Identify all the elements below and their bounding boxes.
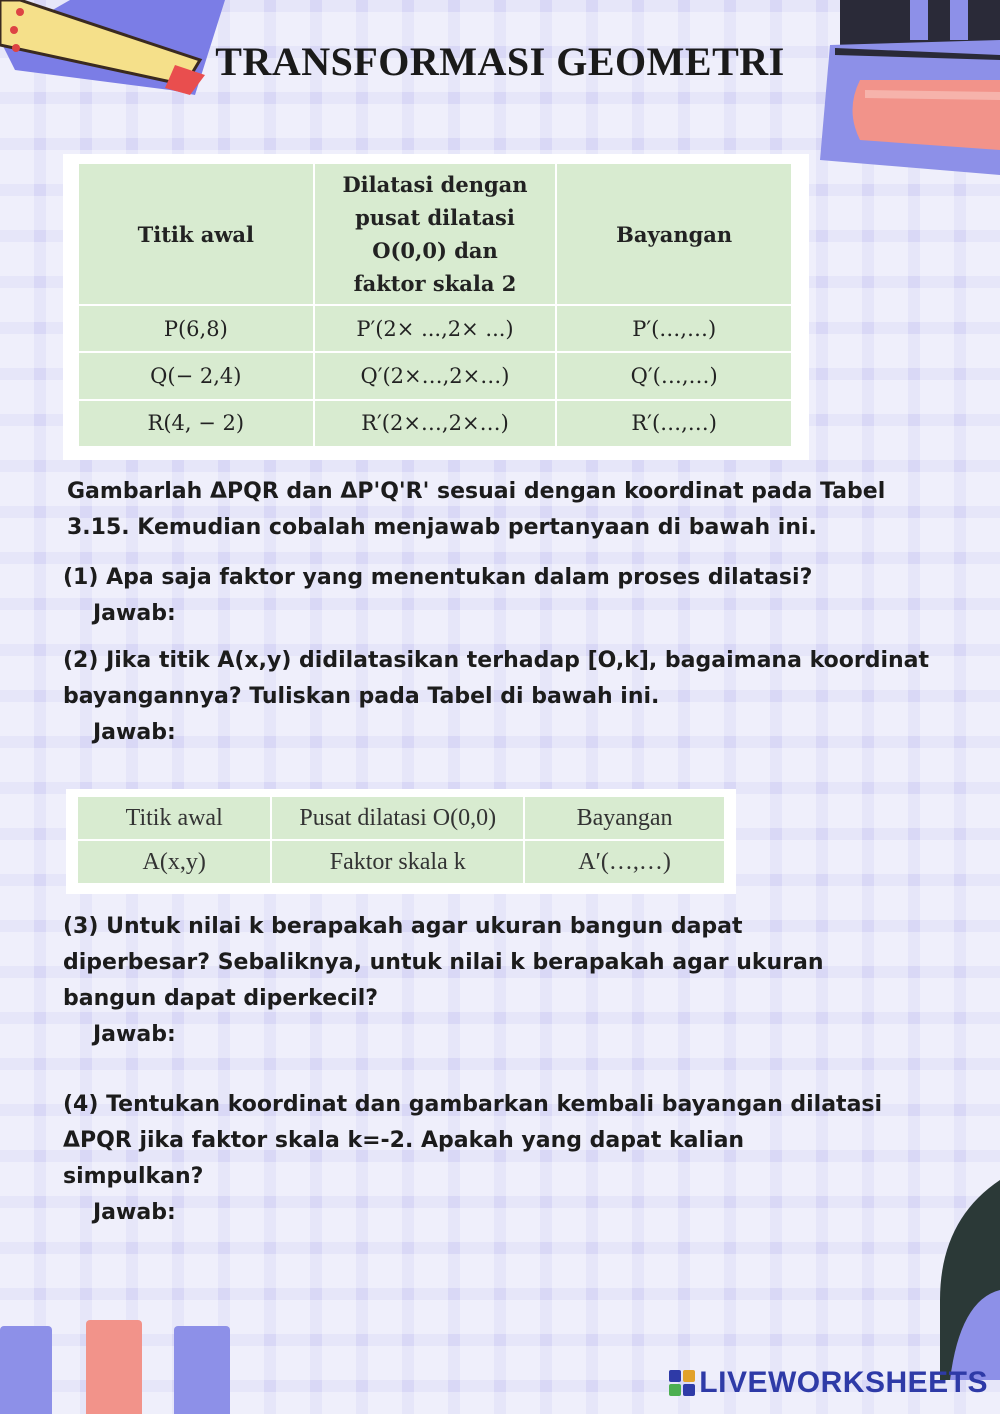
page-title: TRANSFORMASI GEOMETRI <box>215 39 785 84</box>
table2-cell: A(x,y) <box>77 840 271 884</box>
table1-cell: Q′(2×…,2×…) <box>314 352 557 399</box>
liveworksheets-mark-icon <box>669 1370 695 1396</box>
table1-cell: P(6,8) <box>78 305 314 352</box>
table1-cell: R(4, − 2) <box>78 400 314 447</box>
table1-cell: R′(…,…) <box>556 400 792 447</box>
decor-books-top-right <box>820 0 1000 180</box>
table1-cell: P′(…,…) <box>556 305 792 352</box>
table1-cell: Q′(…,…) <box>556 352 792 399</box>
question-2 <box>63 643 943 751</box>
brand-text: LIVEWORKSHEETS <box>699 1366 988 1399</box>
question-3 <box>63 909 883 1053</box>
table-row <box>78 305 792 352</box>
table-row <box>78 400 792 447</box>
decor-shape-bottom-right <box>940 1180 1000 1380</box>
table1-header-dilation: Dilatasi dengan pusat dilatasi O(0,0) dan faktor skala 2 <box>314 163 557 305</box>
question-1-text: (1) Apa saja faktor yang menentukan dalam proses dilatasi? <box>63 565 813 590</box>
answer-label-3: Jawab: <box>93 1022 176 1047</box>
intro-text: Gambarlah ΔPQR dan ΔP'Q'R' sesuai dengan koordinat pada Tabel 3.15. Kemudian cobalah menjawab pertanyaan di bawah ini. <box>67 479 886 540</box>
decor-bar-blue-1 <box>0 1326 52 1414</box>
table-row <box>77 840 725 884</box>
question-3-text: (3) Untuk nilai k berapakah agar ukuran bangun dapat diperbesar? Sebaliknya, untuk nilai k berapakah agar ukuran bangun dapat diperkecil? <box>63 914 824 1011</box>
answer-label-1: Jawab: <box>93 601 176 626</box>
table2-cell: Bayangan <box>524 796 725 840</box>
question-4-text: (4) Tentukan koordinat dan gambarkan kembali bayangan dilatasi ΔPQR jika faktor skala k=-2. Apakah yang dapat kalian simpulkan? <box>63 1092 883 1189</box>
answer-label-4: Jawab: <box>93 1200 176 1225</box>
decor-bar-salmon <box>86 1320 142 1414</box>
table-row <box>77 796 725 840</box>
dilation-table <box>63 154 809 460</box>
table2-cell: Pusat dilatasi O(0,0) <box>271 796 524 840</box>
table1-cell: P′(2× ...,2× ...) <box>314 305 557 352</box>
table-row <box>78 352 792 399</box>
table2-cell: A′(…,…) <box>524 840 725 884</box>
table2-cell: Faktor skala k <box>271 840 524 884</box>
question-2-text: (2) Jika titik A(x,y) didilatasikan terhadap [O,k], bagaimana koordinat bayangannya? Tuliskan pada Tabel di bawah ini. <box>63 648 930 709</box>
table1-header-image: Bayangan <box>556 163 792 305</box>
answer-label-2: Jawab: <box>93 720 176 745</box>
question-1 <box>63 560 943 632</box>
liveworksheets-logo <box>669 1366 988 1400</box>
table2-cell: Titik awal <box>77 796 271 840</box>
general-dilation-table <box>66 789 736 894</box>
decor-bar-blue-2 <box>174 1326 230 1414</box>
table1-cell: Q(− 2,4) <box>78 352 314 399</box>
question-4 <box>63 1087 883 1231</box>
table1-header-initial: Titik awal <box>78 163 314 305</box>
table1-cell: R′(2×…,2×…) <box>314 400 557 447</box>
